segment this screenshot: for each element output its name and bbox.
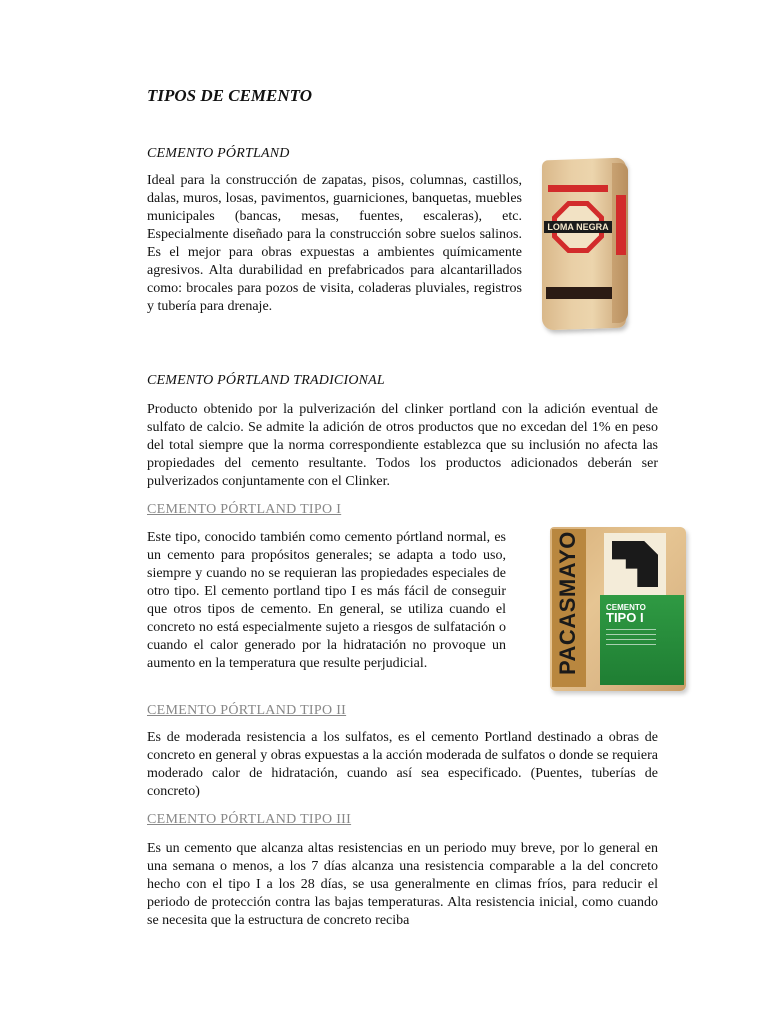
section-heading-portland-tradicional: CEMENTO PÓRTLAND TRADICIONAL xyxy=(147,373,385,388)
section-text-tipo-iii: Es un cemento que alcanza altas resistencias en un periodo muy breve, por lo general en una semana o menos, a los 7 días alcanza una resistencia comparable a la del concreto hecho con el tipo I a los 28 días, se usa generalmente en climas fríos, para reducir el periodo de protección contra las bajas temperaturas. Alta resistencia inicial, como cuando se necesita que la estructura de concreto reciba xyxy=(147,841,658,928)
loma-negra-cement-bag-image xyxy=(538,155,630,333)
section-text-portland-tradicional: Producto obtenido por la pulverización del clinker portland con la adición eventual de sulfato de calcio. Se admite la adición de otros productos que no excedan del 1% en peso del total siempre que la norma correspondiente establezca que su inclusión no afecta las propiedades del cemento resultante. Todos los productos adicionados deberán ser pulverizados conjuntamente con el Clinker. xyxy=(147,402,658,489)
section-text-cemento-portland: Ideal para la construcción de zapatas, pisos, columnas, castillos, dalas, muros, losas, pavimentos, guarniciones, banquetas, muebles municipales (bancas, mesas, fuentes, escaleras), etc. Especialmente diseñado para la construcción sobre suelos salinos. Es el mejor para obras expuestas a ambientes químicamente agresivos. Alta durabilidad en prefabricados para alcantarillados como: brocales para pozos de visita, coladeras pluviales, registros y tubería para drenaje. xyxy=(147,173,522,314)
section-heading-cemento-portland: CEMENTO PÓRTLAND xyxy=(147,146,290,161)
pacasmayo-cemento-label: CEMENTO xyxy=(606,603,646,612)
loma-negra-brand-label: LOMA NEGRA xyxy=(544,221,612,233)
pacasmayo-brand-label: PACASMAYO xyxy=(555,531,580,675)
document-title: TIPOS DE CEMENTO xyxy=(147,86,312,105)
pacasmayo-tipo-label: TIPO I xyxy=(606,610,644,625)
section-text-tipo-ii: Es de moderada resistencia a los sulfatos, es el cemento Portland destinado a obras de concreto en general y obras expuestas a la acción moderada de sulfatos o donde se requiera moderado calor de hidratación, cuando así sea especificado. (Puentes, tuberías de concreto) xyxy=(147,730,658,799)
section-text-tipo-i: Este tipo, conocido también como cemento pórtland normal, es un cemento para propósitos generales; se adapta a todo uso, siempre y cuando no se requieran las propiedades especiales de otro tipo. El cemento portland tipo I es más fácil de conseguir que otros tipos de cemento. En general, se utiliza cuando el concreto no está especialmente sujeto a riesgos de sulfatación o cuando el calor generado por la hidratación no provoque un aumento en la temperatura que resulte perjudicial. xyxy=(147,530,506,671)
section-heading-tipo-i-link[interactable]: CEMENTO PÓRTLAND TIPO I xyxy=(147,502,342,517)
section-heading-tipo-iii-link[interactable]: CEMENTO PÓRTLAND TIPO III xyxy=(147,812,352,827)
section-heading-tipo-ii-link[interactable]: CEMENTO PÓRTLAND TIPO II xyxy=(147,703,347,718)
pacasmayo-cement-bag-image xyxy=(548,525,688,693)
